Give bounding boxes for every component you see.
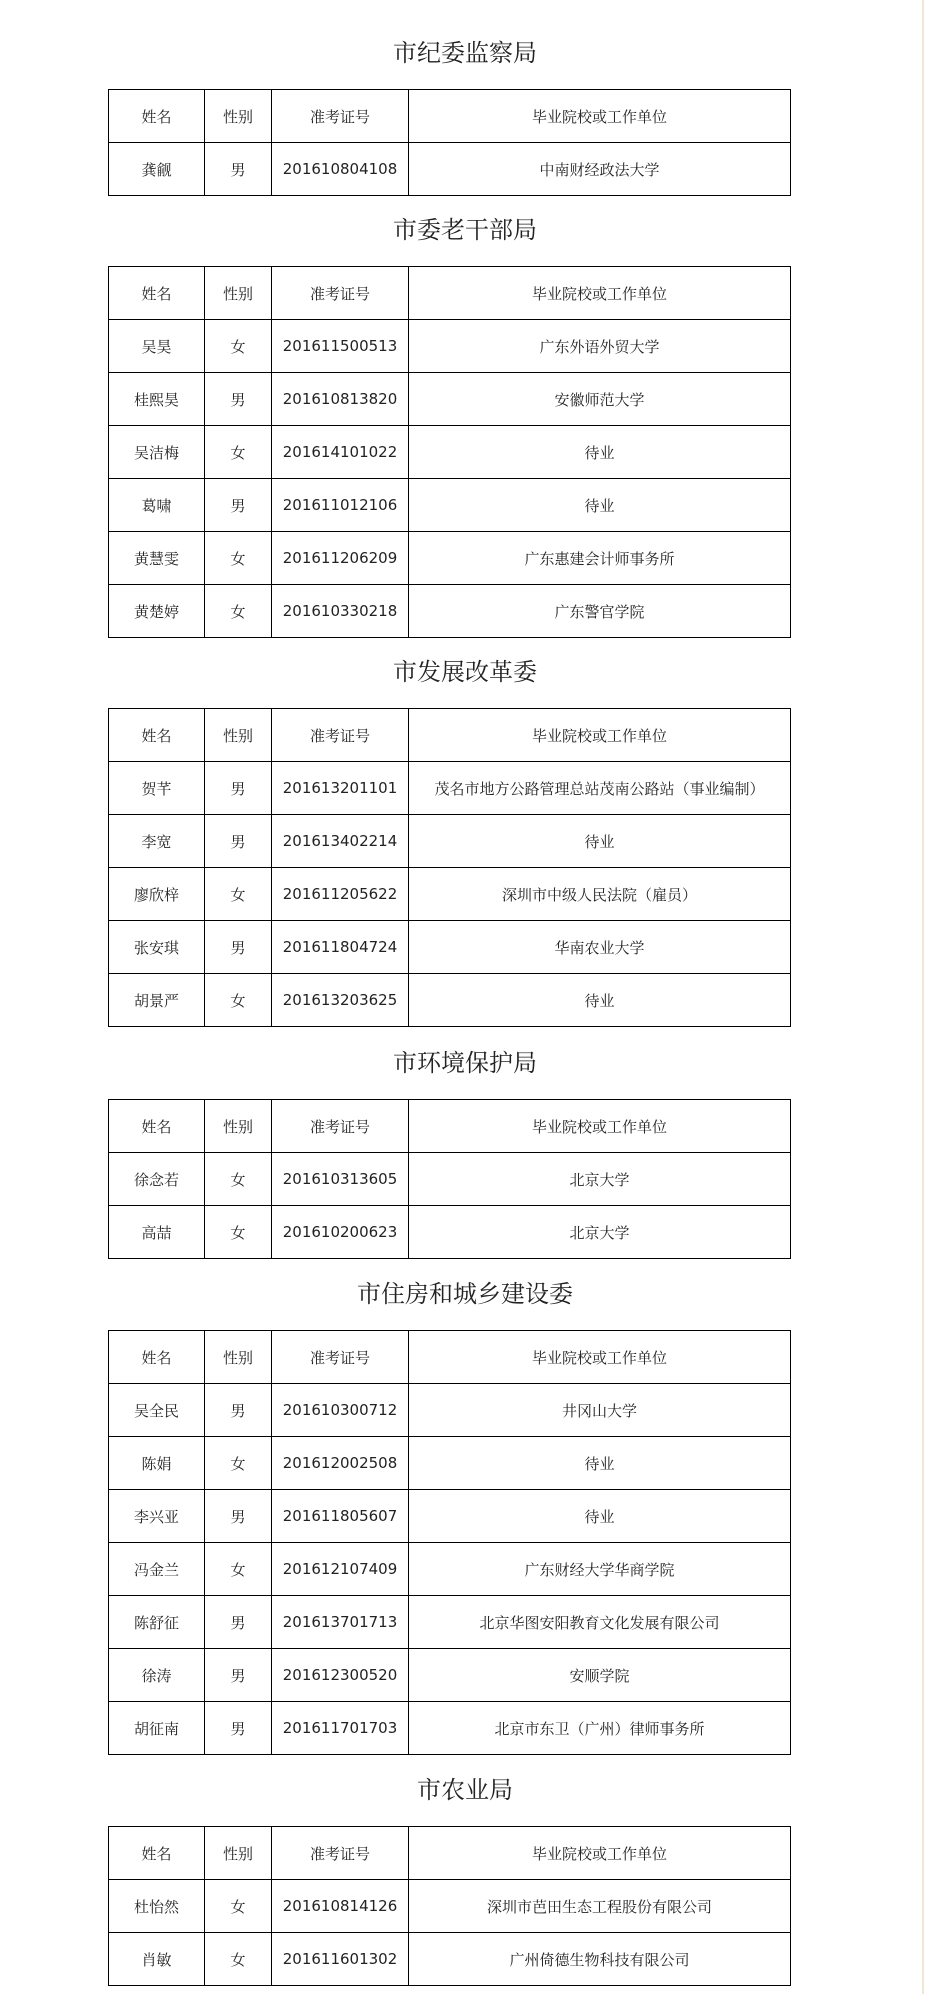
header-cell-school: 毕业院校或工作单位	[409, 1331, 791, 1384]
cell-school: 茂名市地方公路管理总站茂南公路站（事业编制）	[409, 762, 791, 815]
cell-school: 安徽师范大学	[409, 373, 791, 426]
cell-ticket: 201612300520	[272, 1649, 409, 1702]
cell-name: 高喆	[109, 1206, 205, 1259]
cell-name: 廖欣梓	[109, 868, 205, 921]
cell-ticket: 201614101022	[272, 426, 409, 479]
cell-ticket: 201610330218	[272, 585, 409, 638]
cell-ticket: 201611500513	[272, 320, 409, 373]
cell-name: 杜怡然	[109, 1880, 205, 1933]
table-row	[109, 974, 791, 1027]
table-row	[109, 532, 791, 585]
cell-gender: 男	[205, 373, 272, 426]
header-cell-gender: 性别	[205, 90, 272, 143]
header-cell-name: 姓名	[109, 1827, 205, 1880]
header-cell-gender: 性别	[205, 709, 272, 762]
cell-ticket: 201610804108	[272, 143, 409, 196]
cell-ticket: 201611205622	[272, 868, 409, 921]
cell-gender: 男	[205, 1702, 272, 1755]
section-title: 市住房和城乡建设委	[357, 1280, 573, 1308]
cell-name: 徐涛	[109, 1649, 205, 1702]
table-header-row	[109, 709, 791, 762]
cell-school: 深圳市芭田生态工程股份有限公司	[409, 1880, 791, 1933]
cell-gender: 女	[205, 320, 272, 373]
section-title: 市发展改革委	[393, 658, 537, 686]
cell-ticket: 201610200623	[272, 1206, 409, 1259]
cell-name: 肖敏	[109, 1933, 205, 1986]
header-cell-ticket: 准考证号	[272, 1331, 409, 1384]
table-row	[109, 143, 791, 196]
header-cell-name: 姓名	[109, 267, 205, 320]
cell-gender: 女	[205, 426, 272, 479]
table-header-row	[109, 90, 791, 143]
cell-ticket: 201612107409	[272, 1543, 409, 1596]
cell-name: 陈舒征	[109, 1596, 205, 1649]
cell-gender: 男	[205, 143, 272, 196]
header-cell-name: 姓名	[109, 1331, 205, 1384]
cell-name: 吴洁梅	[109, 426, 205, 479]
cell-name: 李宽	[109, 815, 205, 868]
cell-school: 中南财经政法大学	[409, 143, 791, 196]
cell-name: 龚觎	[109, 143, 205, 196]
cell-ticket: 201611804724	[272, 921, 409, 974]
section-title: 市环境保护局	[393, 1049, 537, 1077]
roster-table	[108, 89, 791, 196]
cell-gender: 男	[205, 479, 272, 532]
table-row	[109, 1206, 791, 1259]
table-row	[109, 1880, 791, 1933]
table-row	[109, 1596, 791, 1649]
cell-school: 广东惠建会计师事务所	[409, 532, 791, 585]
cell-ticket: 201610300712	[272, 1384, 409, 1437]
table-header-row	[109, 1100, 791, 1153]
cell-ticket: 201613402214	[272, 815, 409, 868]
cell-gender: 女	[205, 532, 272, 585]
table-row	[109, 585, 791, 638]
cell-ticket: 201611206209	[272, 532, 409, 585]
header-cell-ticket: 准考证号	[272, 709, 409, 762]
cell-ticket: 201613201101	[272, 762, 409, 815]
cell-gender: 男	[205, 1490, 272, 1543]
table-row	[109, 1437, 791, 1490]
roster-table	[108, 708, 791, 1027]
header-cell-gender: 性别	[205, 267, 272, 320]
section-title: 市委老干部局	[393, 216, 537, 244]
cell-school: 待业	[409, 1490, 791, 1543]
cell-gender: 女	[205, 1933, 272, 1986]
table-row	[109, 1490, 791, 1543]
cell-name: 胡征南	[109, 1702, 205, 1755]
cell-ticket: 201611012106	[272, 479, 409, 532]
table-row	[109, 479, 791, 532]
cell-gender: 女	[205, 1543, 272, 1596]
cell-school: 广州倚德生物科技有限公司	[409, 1933, 791, 1986]
cell-ticket: 201610813820	[272, 373, 409, 426]
cell-gender: 女	[205, 585, 272, 638]
cell-school: 待业	[409, 815, 791, 868]
cell-name: 冯金兰	[109, 1543, 205, 1596]
cell-ticket: 201613203625	[272, 974, 409, 1027]
cell-gender: 男	[205, 762, 272, 815]
header-cell-school: 毕业院校或工作单位	[409, 90, 791, 143]
cell-school: 安顺学院	[409, 1649, 791, 1702]
table-row	[109, 1649, 791, 1702]
table-header-row	[109, 1827, 791, 1880]
table-row	[109, 373, 791, 426]
cell-name: 贺芊	[109, 762, 205, 815]
cell-gender: 女	[205, 1206, 272, 1259]
cell-school: 华南农业大学	[409, 921, 791, 974]
cell-school: 广东警官学院	[409, 585, 791, 638]
roster-table	[108, 1099, 791, 1259]
roster-table	[108, 1330, 791, 1755]
cell-school: 北京大学	[409, 1206, 791, 1259]
cell-ticket: 201610313605	[272, 1153, 409, 1206]
table-row	[109, 1384, 791, 1437]
header-cell-ticket: 准考证号	[272, 1100, 409, 1153]
page-right-border	[922, 0, 924, 1994]
header-cell-gender: 性别	[205, 1827, 272, 1880]
cell-ticket: 201611601302	[272, 1933, 409, 1986]
cell-name: 李兴亚	[109, 1490, 205, 1543]
cell-gender: 女	[205, 868, 272, 921]
table-row	[109, 868, 791, 921]
table-row	[109, 815, 791, 868]
cell-gender: 男	[205, 815, 272, 868]
cell-gender: 女	[205, 974, 272, 1027]
cell-school: 井冈山大学	[409, 1384, 791, 1437]
cell-school: 广东财经大学华商学院	[409, 1543, 791, 1596]
table-header-row	[109, 267, 791, 320]
header-cell-gender: 性别	[205, 1100, 272, 1153]
cell-school: 北京大学	[409, 1153, 791, 1206]
table-row	[109, 921, 791, 974]
cell-name: 陈娟	[109, 1437, 205, 1490]
section-title: 市农业局	[417, 1776, 513, 1804]
cell-name: 张安琪	[109, 921, 205, 974]
cell-gender: 女	[205, 1880, 272, 1933]
header-cell-school: 毕业院校或工作单位	[409, 267, 791, 320]
cell-name: 胡景严	[109, 974, 205, 1027]
cell-ticket: 201613701713	[272, 1596, 409, 1649]
table-header-row	[109, 1331, 791, 1384]
cell-name: 吴昊	[109, 320, 205, 373]
header-cell-school: 毕业院校或工作单位	[409, 1827, 791, 1880]
table-row	[109, 762, 791, 815]
cell-school: 待业	[409, 426, 791, 479]
table-row	[109, 426, 791, 479]
cell-gender: 男	[205, 1649, 272, 1702]
table-row	[109, 1543, 791, 1596]
cell-gender: 女	[205, 1153, 272, 1206]
roster-table	[108, 266, 791, 638]
header-cell-school: 毕业院校或工作单位	[409, 709, 791, 762]
cell-name: 桂熙昊	[109, 373, 205, 426]
header-cell-name: 姓名	[109, 1100, 205, 1153]
cell-school: 待业	[409, 1437, 791, 1490]
table-row	[109, 1702, 791, 1755]
header-cell-name: 姓名	[109, 709, 205, 762]
cell-ticket: 201612002508	[272, 1437, 409, 1490]
header-cell-ticket: 准考证号	[272, 1827, 409, 1880]
roster-table	[108, 1826, 791, 1986]
cell-gender: 男	[205, 921, 272, 974]
cell-name: 吴全民	[109, 1384, 205, 1437]
cell-school: 北京华图安阳教育文化发展有限公司	[409, 1596, 791, 1649]
table-row	[109, 320, 791, 373]
cell-name: 徐念若	[109, 1153, 205, 1206]
cell-school: 广东外语外贸大学	[409, 320, 791, 373]
cell-gender: 男	[205, 1596, 272, 1649]
cell-name: 葛啸	[109, 479, 205, 532]
header-cell-ticket: 准考证号	[272, 267, 409, 320]
cell-ticket: 201611805607	[272, 1490, 409, 1543]
section-title: 市纪委监察局	[393, 39, 537, 67]
header-cell-gender: 性别	[205, 1331, 272, 1384]
cell-name: 黄楚婷	[109, 585, 205, 638]
cell-school: 深圳市中级人民法院（雇员）	[409, 868, 791, 921]
cell-gender: 男	[205, 1384, 272, 1437]
cell-school: 待业	[409, 974, 791, 1027]
cell-ticket: 201610814126	[272, 1880, 409, 1933]
table-row	[109, 1153, 791, 1206]
cell-school: 北京市东卫（广州）律师事务所	[409, 1702, 791, 1755]
table-row	[109, 1933, 791, 1986]
header-cell-school: 毕业院校或工作单位	[409, 1100, 791, 1153]
cell-gender: 女	[205, 1437, 272, 1490]
cell-school: 待业	[409, 479, 791, 532]
cell-name: 黄慧雯	[109, 532, 205, 585]
cell-ticket: 201611701703	[272, 1702, 409, 1755]
header-cell-ticket: 准考证号	[272, 90, 409, 143]
header-cell-name: 姓名	[109, 90, 205, 143]
